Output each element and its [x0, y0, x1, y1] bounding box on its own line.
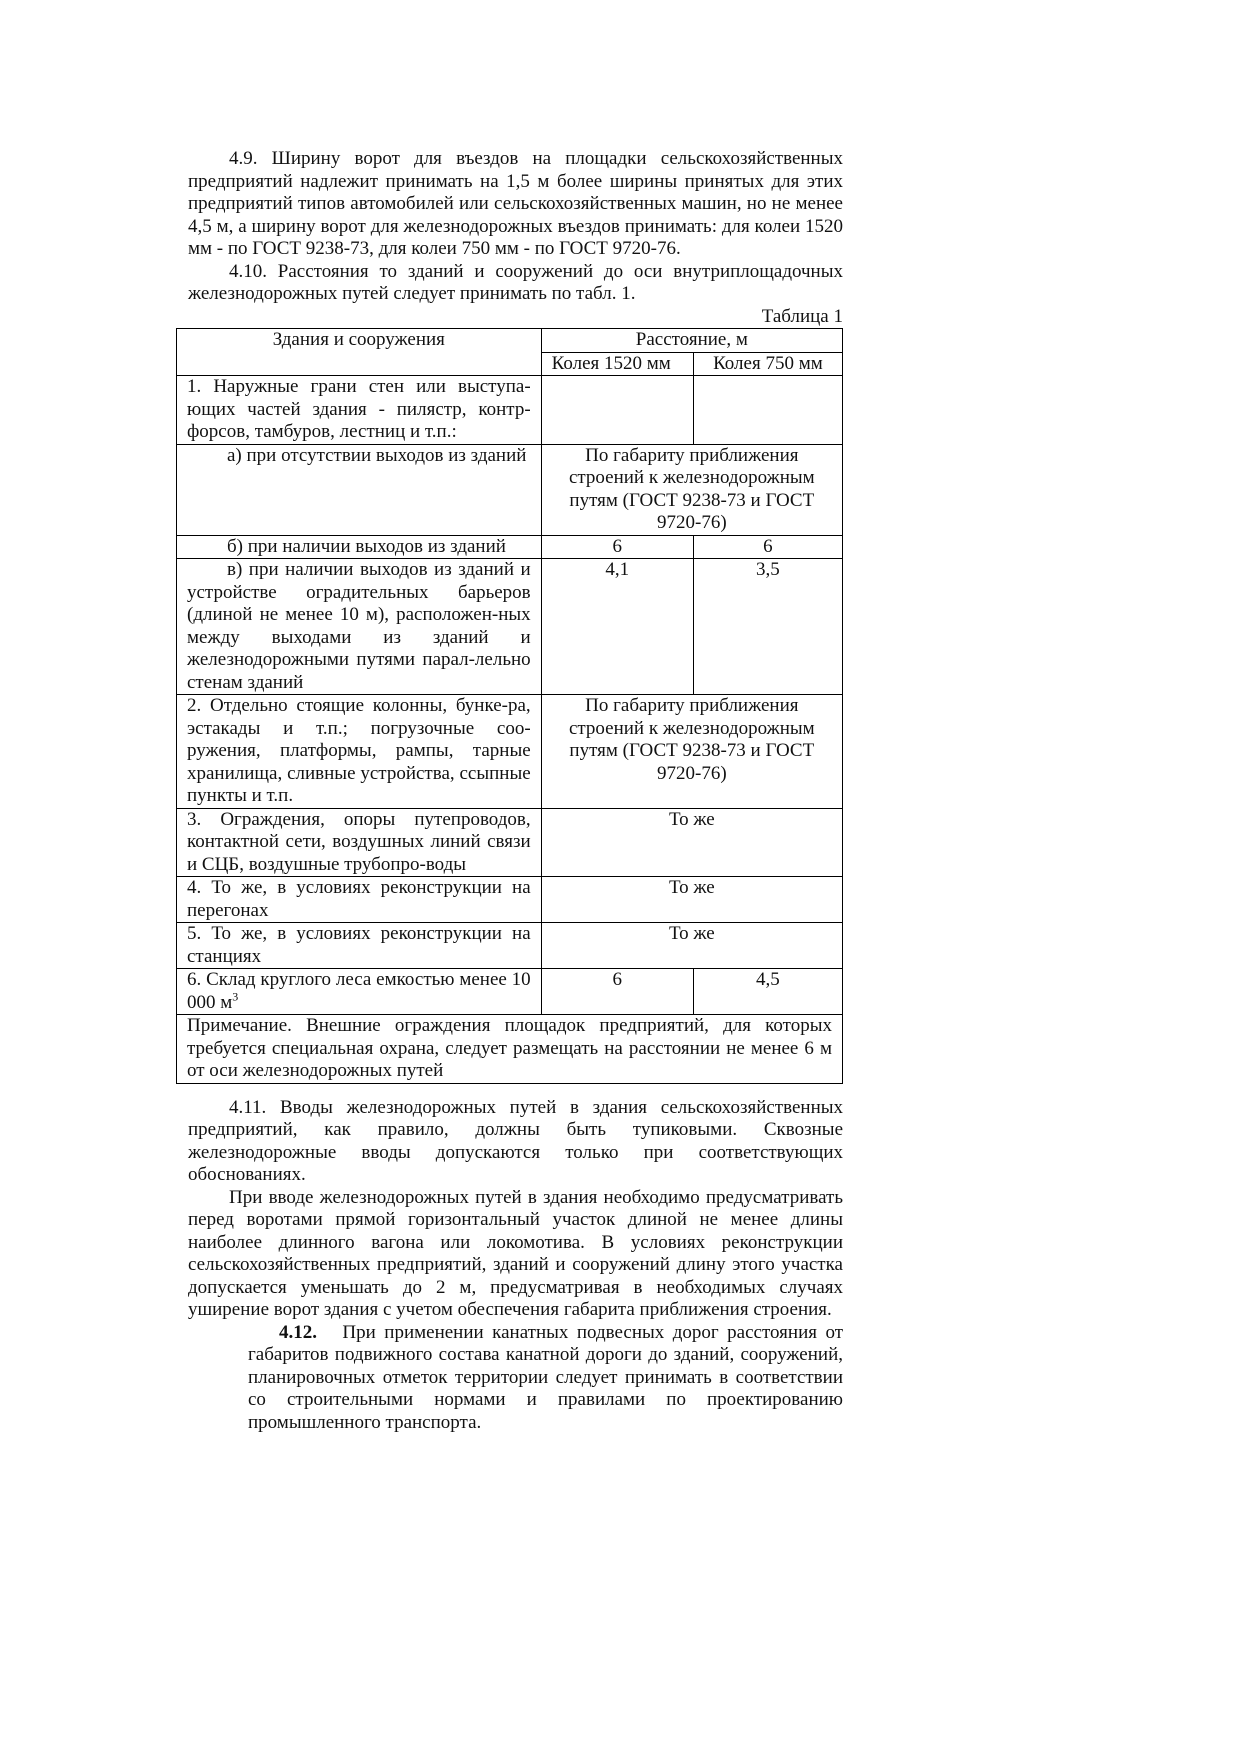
table-row — [177, 444, 843, 535]
row5-label: 5. То же, в условиях реконструкции на станциях — [177, 923, 542, 969]
paragraph-4-9: 4.9. Ширину ворот для въездов на площадки сельскохозяйственных предприятий надлежит принимать на 1,5 м более ширины принятых для этих предприятий типов автомобилей или сельскохозяйственных машин, но не менее 4,5 м, а ширину ворот для железнодорожных въездов принимать: для колеи 1520 мм - по ГОСТ 9238-73, для колеи 750 мм - по ГОСТ 9720-76. — [188, 148, 843, 259]
distance-table — [176, 328, 843, 1084]
table-row — [177, 559, 843, 695]
table-row — [177, 808, 843, 877]
row6-label-text: 6. Склад круглого леса емкостью менее 10 000 м — [187, 969, 531, 1013]
table-row — [177, 923, 843, 969]
row3-value: То же — [541, 808, 842, 877]
table-row — [177, 695, 843, 809]
row4-value: То же — [541, 877, 842, 923]
table-header-row — [177, 329, 843, 353]
header-distance: Расстояние, м — [541, 329, 842, 353]
table-row — [177, 376, 843, 445]
header-gauge-1520: Колея 1520 мм — [541, 352, 693, 376]
row1a-value: По габариту приближения строений к железнодорожным путям (ГОСТ 9238-73 и ГОСТ 9720-76) — [541, 444, 842, 535]
row1c-1520: 4,1 — [541, 559, 693, 695]
row1-label: 1. Наружные грани стен или выступа-ющих частей здания - пилястр, контр-форсов, тамбуров, лестниц и т.п.: — [177, 376, 542, 445]
row1c-750: 3,5 — [693, 559, 842, 695]
row1a-label: а) при отсутствии выходов из зданий — [177, 444, 542, 535]
document-page — [188, 148, 843, 1434]
paragraph-4-12-text: При применении канатных подвесных дорог расстояния от габаритов подвижного состава канатной дороги до зданий, сооружений, планировочных отметок территории следует принимать в соответствии со строительными нормами и правилами по проектированию промышленного транспорта. — [248, 1321, 844, 1433]
row6-label — [177, 969, 542, 1015]
table-row — [177, 535, 843, 559]
table-caption: Таблица 1 — [761, 305, 843, 327]
row1-empty-1520 — [541, 376, 693, 445]
table-row — [177, 969, 843, 1015]
row2-value: По габариту приближения строений к железнодорожным путям (ГОСТ 9238-73 и ГОСТ 9720-76) — [541, 695, 842, 809]
header-gauge-750: Колея 750 мм — [693, 352, 842, 376]
row6-1520: 6 — [541, 969, 693, 1015]
row1c-label: в) при наличии выходов из зданий и устройстве оградительных барьеров (длиной не менее 10 м), расположен-ных между выходами из зданий и железнодорожными путями парал-лельно стенам зданий — [177, 559, 542, 695]
row1-empty-750 — [693, 376, 842, 445]
paragraph-4-11-continued: При вводе железнодорожных путей в здания необходимо предусматривать перед воротами прямой горизонтальный участок длиной не менее длины наиболее длинного вагона или локомотива. В условиях реконструкции сельскохозяйственных предприятий, зданий и сооружений длину этого участка допускается уменьшать до 2 м, предусматривая в необходимых случаях уширение ворот здания с учетом обеспечения габарита приближения строения. — [188, 1186, 843, 1320]
table-note-row — [177, 1015, 843, 1084]
row5-value: То же — [541, 923, 842, 969]
row3-label: 3. Ограждения, опоры путепроводов, контактной сети, воздушных линий связи и СЦБ, воздушные трубопро-воды — [177, 808, 542, 877]
table-note: Примечание. Внешние ограждения площадок предприятий, для которых требуется специальная охрана, следует размещать на расстоянии не менее 6 м от оси железнодорожных путей — [177, 1015, 843, 1084]
row1b-label: б) при наличии выходов из зданий — [177, 535, 542, 559]
paragraph-4-10: 4.10. Расстояния то зданий и сооружений до оси внутриплощадочных железнодорожных путей следует принимать по табл. 1. — [188, 260, 843, 304]
row1b-750: 6 — [693, 535, 842, 559]
paragraph-4-12 — [248, 1322, 843, 1435]
row4-label: 4. То же, в условиях реконструкции на перегонах — [177, 877, 542, 923]
table-row — [177, 877, 843, 923]
paragraph-4-11: 4.11. Вводы железнодорожных путей в здания сельскохозяйственных предприятий, как правило, должны быть тупиковыми. Сквозные железнодорожные вводы допускаются только при соответствующих обоснованиях. — [188, 1096, 843, 1185]
header-buildings: Здания и сооружения — [177, 329, 542, 376]
row6-750: 4,5 — [693, 969, 842, 1015]
row2-label: 2. Отдельно стоящие колонны, бунке-ра, эстакады и т.п.; погрузочные соо-ружения, платформы, рампы, тарные хранилища, сливные устройства, ссыпные пункты и т.п. — [177, 695, 542, 809]
paragraph-4-12-number: 4.12. — [279, 1321, 317, 1343]
row1b-1520: 6 — [541, 535, 693, 559]
row6-superscript: 3 — [232, 989, 239, 1004]
